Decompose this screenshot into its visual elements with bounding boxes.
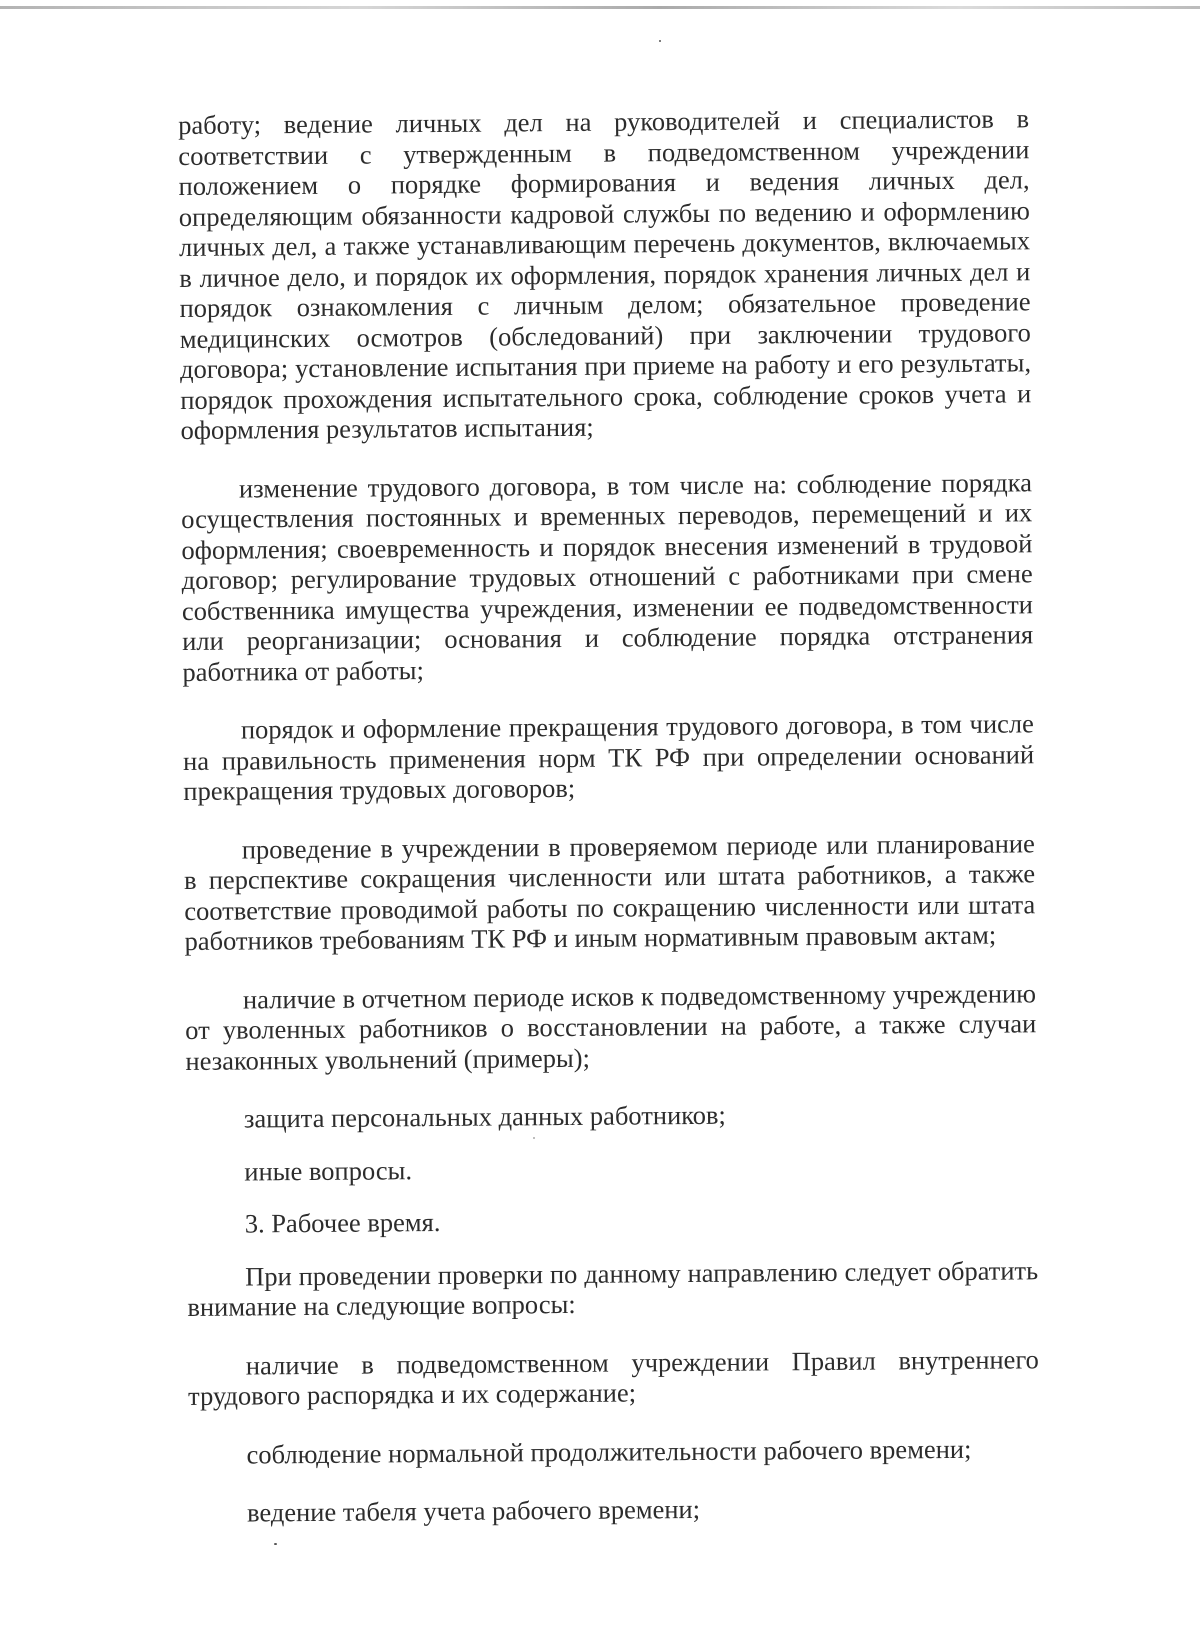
scan-speck <box>659 40 661 42</box>
paragraph-other-questions: иные вопросы. <box>244 1154 413 1187</box>
paragraph-inspection-intro: При проведении проверки по данному направлению следует обратить внимание на следующие вопросы: <box>187 1254 1039 1322</box>
scan-top-edge <box>0 6 1200 9</box>
section-heading-working-time: 3. Рабочее время. <box>244 1206 441 1239</box>
paragraph-contract-termination: порядок и оформление прекращения трудового договора, в том числе на правильность применения норм ТК РФ при определении оснований прекращения трудовых договоров; <box>182 708 1035 806</box>
paragraph-internal-rules: наличие в подведомственном учреждении Правил внутреннего трудового распорядка и их содержание; <box>187 1343 1039 1411</box>
scan-speck <box>274 1543 277 1545</box>
paragraph-continuation: работу; ведение личных дел на руководителей и специалистов в соответствии с утвержденным в подведомственном учреждении положением о порядке формирования и ведения личных дел, определяющим обязанности кадровой службы по ведению и оформлению личных дел, а также устанавливающим перечень документов, включаемых в личное дело, и порядок их оформления, порядок хранения личных дел и порядок ознакомления с личным делом; обязательное проведение медицинских осмотров (обследований) при заключении трудового договора; установление испытания при приеме на работу и его результаты, порядок прохождения испытательного срока, соблюдение сроков учета и оформления результатов испытания; <box>178 103 1032 445</box>
paragraph-lawsuits: наличие в отчетном периоде исков к подведомственному учреждению от уволенных работников о восстановлении на работе, а также случаи незаконных увольнений (примеры); <box>185 977 1037 1076</box>
paragraph-personal-data: защита персональных данных работников; <box>243 1099 726 1134</box>
paragraph-normal-hours: соблюдение нормальной продолжительности рабочего времени; <box>246 1433 972 1470</box>
document-body <box>178 103 1040 1528</box>
paragraph-contract-change: изменение трудового договора, в том числе на: соблюдение порядка осуществления постоянных и временных переводов, перемещений и их оформления; своевременность и порядок внесения изменений в трудовой договор; регулирование трудовых отношений с работниками при смене собственника имущества учреждения, изменении ее подведомственности или реорганизации; основания и соблюдение порядка отстранения работника от работы; <box>181 466 1034 687</box>
paragraph-staff-reduction: проведение в учреждении в проверяемом периоде или планирование в перспективе сокращения численности или штата работников, а также соответствие проводимой работы по сокращению численности или штата работников требованиям ТК РФ и иным нормативным правовым актам; <box>183 827 1036 956</box>
scan-speck <box>533 1137 535 1139</box>
paragraph-timesheet: ведение табеля учета рабочего времени; <box>246 1493 701 1528</box>
